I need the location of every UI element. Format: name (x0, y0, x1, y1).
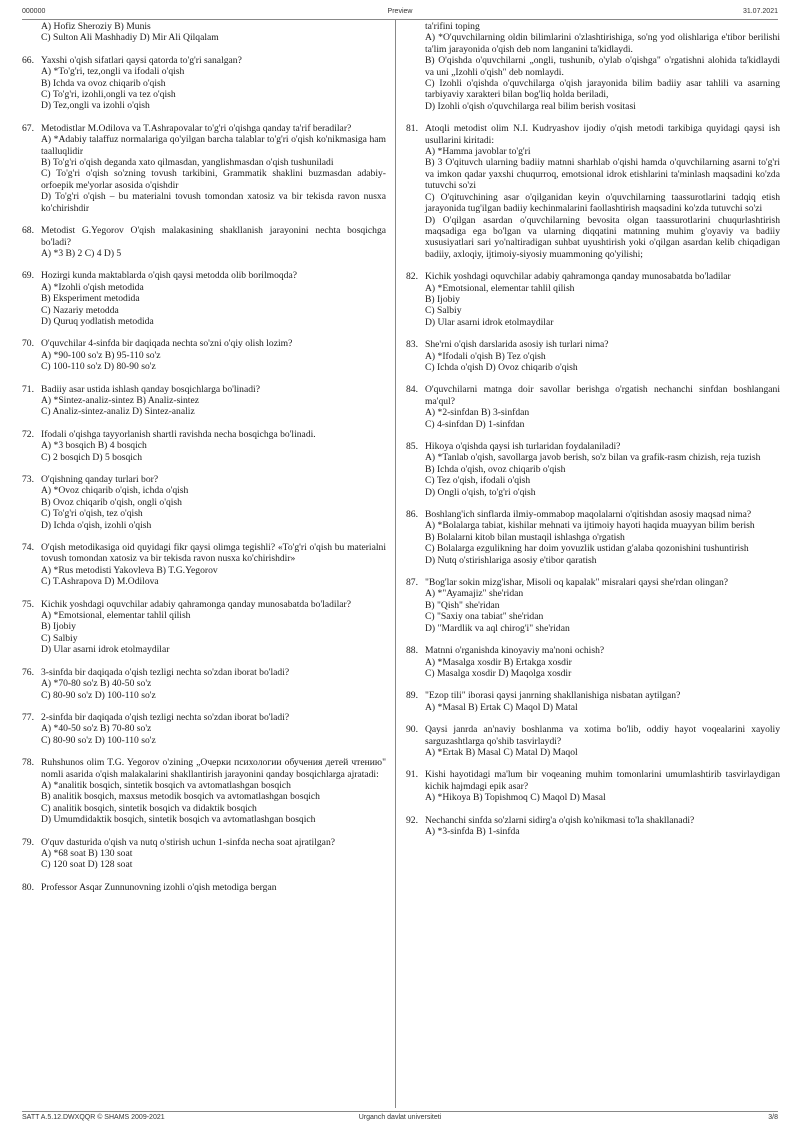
question-text: Nechanchi sinfda so'zlarni sidirg'a o'qish ko'nikmasi to'la shakllanadi? (425, 814, 695, 826)
answer-option: B) Ichda va ovoz chiqarib o'qish (41, 77, 166, 89)
answer-option: A) *Rus metodisti Yakovleva B) T.G.Yegorov (41, 564, 218, 576)
question-item (22, 837, 386, 871)
question-text: Boshlang'ich sinflarda ilmiy-ommabop maqolalarni o'qitishdan asosiy maqsad nima? (425, 509, 752, 521)
answer-option: C) To'g'ri o'qish so'zning tovush tarkibini, Grammatik shaklini buzmasdan adabiy-orfoepik me'yorlar asosida o'qishdir (41, 168, 386, 191)
answer-option: A) *Ovoz chiqarib o'qish, ichda o'qish (41, 485, 189, 497)
question-number: 92. (406, 814, 418, 826)
question-stem (406, 271, 780, 282)
question-item (22, 123, 386, 214)
question-item (406, 645, 780, 679)
question-stem (22, 599, 386, 610)
answer-option: A) *3 B) 2 C) 4 D) 5 (41, 247, 122, 259)
answer-option: C) Analiz-sintez-analiz D) Sintez-analiz (41, 406, 195, 418)
answer-option: A) *3 bosqich B) 4 bosqich (41, 440, 147, 452)
answer-option: D) Nutq o'stirishlariga asosiy e'tibor qaratish (425, 554, 597, 566)
answer-option: C) 4-sinfdan D) 1-sinfdan (425, 418, 525, 430)
footer-university: Urganch davlat universiteti (358, 1114, 442, 1121)
question-number: 71. (22, 383, 34, 395)
question-number: 81. (406, 123, 418, 135)
answer-option: D) Izohli o'qish o'quvchilarga real bilim berish vositasi (425, 100, 636, 112)
question-number: 83. (406, 339, 418, 351)
answer-option: B) 3 O'qituvch ularning badiiy matnni sharhlab o'qishi hamda o'quvchilarning asarni to'g'ri va imkon qadar yaxshi chuqurroq, emotsional idrok etishlarini ta'minlash maqsadini ko'zda tutuvchi so'zi (425, 157, 780, 192)
question-item (22, 270, 386, 327)
question-stem (22, 429, 386, 440)
question-item (406, 339, 780, 373)
footer-page-number: 3/8 (768, 1114, 778, 1121)
answer-option: C) 100-110 so'z D) 80-90 so'z (41, 361, 156, 373)
answer-option: C) Tez o'qish, ifodali o'qish (425, 475, 531, 487)
question-text: O'quvchilarni matnga doir savollar berishga o'rgatish nechanchi sinfdan boshlangani ma'qul? (425, 384, 780, 407)
answer-option: A) *Ifodali o'qish B) Tez o'qish (425, 350, 546, 362)
answer-option: B) O'qishda o'quvchilarni „ongli, tushunib, o'ylab o'qishga" o'rgatishni alohida ta'kidlaydi va uni „Izohli o'qish" deb nomlaydi. (425, 55, 780, 78)
question-number: 69. (22, 270, 34, 282)
question-item (22, 474, 386, 531)
question-text: Atoqli metodist olim N.I. Kudryashov ijodiy o'qish metodi tarkibiga quyidagi qaysi ish usullarini kiritadi: (425, 123, 780, 146)
question-text: Hozirgi kunda maktablarda o'qish qaysi metodda olib borilmoqda? (41, 270, 297, 282)
answer-option: C) Ichda o'qish D) Ovoz chiqarib o'qish (425, 361, 578, 373)
question-number: 76. (22, 666, 34, 678)
question-text: Metodist G.Yegorov O'qish malakasining shakllanish jarayonini nechta bosqichga bo'ladi? (41, 225, 386, 248)
answer-option: B) Ovoz chiqarib o'qish, ongli o'qish (41, 496, 182, 508)
question-text: Badiiy asar ustida ishlash qanday bosqichlarga bo'linadi? (41, 383, 260, 395)
answer-option: D) Umumdidaktik bosqich, sintetik bosqich va avtomatlashgan bosqich (41, 814, 316, 826)
answer-option: C) 80-90 so'z D) 100-110 so'z (41, 734, 156, 746)
question-text: Hikoya o'qishda qaysi ish turlaridan foydalaniladi? (425, 441, 621, 452)
answer-option: A) *40-50 so'z B) 70-80 so'z (41, 723, 152, 735)
left-column (22, 21, 386, 904)
question-stem (22, 225, 386, 248)
question-text: "Bog'lar sokin mizg'ishar, Misoli oq kapalak" misralari qaysi she'rdan olingan? (425, 577, 729, 589)
question-stem (406, 509, 780, 520)
question-stem (22, 55, 386, 66)
answer-option: D) To'g'ri o'qish – bu materialni tovush tomondan xatosiz va bir tekisda ravon nusxa ko'chirishdir (41, 191, 386, 214)
answer-option: A) *Tanlab o'qish, savollarga javob berish, so'z bilan va grafik-rasm chizish, reja tuzish (425, 452, 761, 464)
question-stem (22, 882, 386, 893)
answer-option: C) To'g'ri o'qish, tez o'qish (41, 508, 143, 520)
question-number: 68. (22, 225, 34, 237)
question-item (406, 271, 780, 328)
question-item (406, 577, 780, 634)
question-number: 67. (22, 122, 34, 134)
question-item (406, 509, 780, 566)
answer-option: B) "Qish" she'ridan (425, 599, 500, 611)
question-item (406, 769, 780, 803)
question-number: 84. (406, 384, 418, 396)
question-stem (406, 123, 780, 146)
question-text: Ruhshunos olim T.G. Yegorov o'zining „Очерки психологии обучения детей чтению" nomli asarida o'qish malakalarini shakllantirish jarayonini qanday bosqichlarga ajratadi: (41, 757, 386, 780)
question-stem (406, 724, 780, 747)
question-text: Metodistlar M.Odilova va T.Ashrapovalar to'g'ri o'qishga qanday ta'rif beradilar? (41, 122, 352, 134)
answer-option: D) Ular asarni idrok etolmaydilar (41, 644, 170, 656)
question-stem (22, 474, 386, 485)
question-number: 88. (406, 645, 418, 657)
question-stem (406, 645, 780, 656)
answer-option: C) T.Ashrapova D) M.Odilova (41, 576, 159, 588)
page-header (22, 7, 778, 20)
answer-option: A) *Masalga xosdir B) Ertakga xosdir (425, 656, 572, 668)
answer-option: B) analitik bosqich, maxsus metodik bosqich va avtomatlashgan bosqich (41, 791, 320, 803)
question-text: Kichik yoshdagi oquvchilar adabiy qahramonga qanday munosabatda bo'ladilar? (41, 598, 351, 610)
question-text: "Ezop tili" iborasi qaysi janrning shakllanishiga nisbatan aytilgan? (425, 690, 681, 702)
question-item (22, 882, 386, 893)
answer-option: B) Eksperiment metodida (41, 293, 140, 305)
question-text: 3-sinfda bir daqiqada o'qish tezligi nechta so'zdan iborat bo'ladi? (41, 666, 290, 678)
question-stem (22, 837, 386, 848)
question-item (22, 599, 386, 656)
question-stem (22, 270, 386, 281)
answer-option: B) Ijobiy (425, 293, 460, 305)
footer-code: SATT A.5.12.DWXQQR © SHAMS 2009-2021 (22, 1114, 165, 1121)
header-id: 000000 (22, 8, 46, 15)
answer-option: C) Nazariy metodda (41, 304, 119, 316)
question-number: 74. (22, 542, 34, 554)
answer-option: A) *analitik bosqich, sintetik bosqich va avtomatlashgan bosqich (41, 779, 291, 791)
question-item (406, 441, 780, 498)
continued-question (22, 21, 386, 44)
question-text: Yaxshi o'qish sifatlari qaysi qatorda to'g'ri sanalgan? (41, 54, 242, 66)
continued-question (406, 32, 780, 112)
question-text: Qaysi janrda an'naviy boshlanma va xotima bo'lib, oddiy hayot voqealarini xayoliy sarguzashtlarga qo'shib tasvirlaydi? (425, 724, 780, 747)
answer-option: A) *To'g'ri, tez,ongli va ifodali o'qish (41, 66, 185, 78)
answer-option: C) 120 soat D) 128 soat (41, 859, 133, 871)
question-number: 73. (22, 474, 34, 485)
answer-option: C) Sulton Ali Mashhadiy D) Mir Ali Qilqalam (41, 32, 219, 44)
column-divider (395, 20, 396, 1108)
question-stem (406, 441, 780, 452)
question-item (22, 384, 386, 418)
question-number: 79. (22, 836, 34, 848)
question-stem (406, 384, 780, 407)
question-stem (406, 690, 780, 701)
question-item (406, 123, 780, 260)
header-title: Preview (387, 8, 413, 15)
question-stem (22, 542, 386, 565)
question-text: Matnni o'rganishda kinoyaviy ma'noni ochish? (425, 645, 605, 657)
answer-option: D) O'qilgan asardan o'quvchilarning bevosita olgan taassurotlarini chuqurlashtirish maqsadiga ega bo'lgan va ularning diqqatini matnning muhim g'oyaviy va badiiy xususiyatlari sari yo'naltiradigan suhbat uyushtirish yoki o'qilgan asardan kelib chiqadigan badiiy, axloqiy, ijtimoiy-siyosiy muammoning qo'yilishi; (425, 214, 780, 260)
question-item (22, 225, 386, 259)
question-number: 77. (22, 711, 34, 723)
answer-option: B) Ichda o'qish, ovoz chiqarib o'qish (425, 463, 566, 475)
answer-option: A) Hofiz Sheroziy B) Munis (41, 21, 151, 32)
question-number: 75. (22, 598, 34, 610)
question-text: O'qish metodikasiga oid quyidagi fikr qaysi olimga tegishli? «To'g'ri o'qish bu materialni tovush tomondan xatosiz va bir tekisda ravon nusxa ko'chirishdir» (41, 542, 386, 565)
answer-option: D) Ular asarni idrok etolmaydilar (425, 316, 554, 328)
question-item (406, 384, 780, 430)
answer-option: C) "Saxiy ona tabiat" she'ridan (425, 611, 544, 623)
answer-option: C) To'g'ri, izohli,ongli va tez o'qish (41, 89, 176, 101)
answer-option: C) Bolalarga ezgulikning har doim yovuzlik ustidan g'alaba qozonishini tushuntirish (425, 543, 749, 555)
question-item (22, 429, 386, 463)
answer-option: B) Bolalarni kitob bilan mustaqil ishlashga o'rgatish (425, 531, 625, 543)
question-item (22, 712, 386, 746)
question-number: 80. (22, 881, 34, 893)
question-number: 82. (406, 271, 418, 283)
question-stem (406, 339, 780, 350)
answer-option: A) *Hamma javoblar to'g'ri (425, 146, 531, 158)
question-item (406, 690, 780, 713)
answer-option: A) *Emotsional, elementar tahlil qilish (41, 610, 191, 622)
question-stem (22, 757, 386, 780)
question-number: 70. (22, 338, 34, 350)
answer-option: C) Masalga xosdir D) Maqolga xosdir (425, 667, 572, 679)
page-footer (22, 1111, 778, 1124)
answer-option: A) *Sintez-analiz-sintez B) Analiz-sintez (41, 394, 199, 406)
question-text: Kichik yoshdagi oquvchilar adabiy qahramonga qanday munosabatda bo'ladilar (425, 271, 731, 283)
answer-option: D) Tez,ongli va izohli o'qish (41, 100, 150, 112)
question-text: O'quvchilar 4-sinfda bir daqiqada nechta so'zni o'qiy olish lozim? (41, 338, 293, 350)
answer-option: D) "Mardlik va aql chirog'i" she'ridan (425, 622, 570, 634)
answer-option: B) Ijobiy (41, 621, 76, 633)
question-item (22, 667, 386, 701)
answer-option: A) *68 soat B) 130 soat (41, 847, 133, 859)
question-stem (406, 769, 780, 792)
question-number: 87. (406, 577, 418, 589)
question-text: O'qishning qanday turlari bor? (41, 474, 159, 485)
question-stem (22, 384, 386, 395)
question-number: 66. (22, 54, 34, 66)
answer-option: C) Salbiy (41, 632, 78, 644)
answer-option: C) analitik bosqich, sintetik bosqich va didaktik bosqich (41, 802, 257, 814)
answer-option: C) Salbiy (425, 305, 462, 317)
answer-option: A) *Bolalarga tabiat, kishilar mehnati va ijtimoiy hayoti haqida muayyan bilim berish (425, 520, 755, 532)
answer-option: A) *70-80 so'z B) 40-50 so'z (41, 678, 152, 690)
answer-option: A) *Ertak B) Masal C) Matal D) Maqol (425, 746, 578, 758)
answer-option: A) *Emotsional, elementar tahlil qilish (425, 282, 575, 294)
question-number: 78. (22, 757, 34, 769)
question-item (22, 542, 386, 588)
question-number: 86. (406, 509, 418, 521)
question-item (22, 55, 386, 112)
answer-option: A) *2-sinfdan B) 3-sinfdan (425, 407, 530, 419)
right-column (406, 21, 780, 848)
question-text: O'quv dasturida o'qish va nutq o'stirish uchun 1-sinfda nechа soat ajratilgan? (41, 836, 335, 848)
question-number: 85. (406, 441, 418, 452)
answer-option: C) Izohli o'qishda o'quvchilarga o'qish jarayonida bilim badiiy asar tahlili va asarning tarbiyaviy xarakteri bilan bog'liq holda beriladi, (425, 78, 780, 101)
question-text: She'rni o'qish darslarida asosiy ish turlari nima? (425, 339, 609, 351)
question-number: 72. (22, 428, 34, 440)
answer-option: A) *90-100 so'z B) 95-110 so'z (41, 349, 161, 361)
answer-option: A) *3-sinfda B) 1-sinfda (425, 825, 520, 837)
continued-question-text: ta'rifini toping (425, 21, 480, 32)
question-stem (406, 815, 780, 826)
answer-option: D) Ongli o'qish, to'g'ri o'qish (425, 486, 536, 498)
question-number: 91. (406, 769, 418, 781)
answer-option: C) 2 bosqich D) 5 bosqich (41, 451, 142, 463)
question-number: 90. (406, 724, 418, 736)
answer-option: A) *Izohli o'qish metodida (41, 281, 144, 293)
question-text: Professor Asqar Zunnunovning izohli o'qish metodiga bergan (41, 881, 277, 893)
question-text: Kishi hayotidagi ma'lum bir voqeaning muhim tomonlarini umumlashtirib tasvirlaydigan kichik hajmdagi epik asar? (425, 769, 780, 792)
header-date: 31.07.2021 (742, 8, 778, 15)
answer-option: A) *O'quvchilarning oldin bilimlarini o'zlashtirishiga, so'ng yod olishlariga e'tibor berilishi ta'lim jarayonida o'qish deb nom langanini ta'kidlaydi. (425, 32, 780, 55)
answer-option: C) 80-90 so'z D) 100-110 so'z (41, 689, 156, 701)
question-text: Ifodali o'qishga tayyorlanish shartli ravishda necha bosqichga bo'linadi. (41, 428, 316, 440)
question-item (22, 757, 386, 825)
answer-option: A) *"Ayamajiz" she'ridan (425, 588, 524, 600)
answer-option: D) Ichda o'qish, izohli o'qish (41, 519, 152, 531)
answer-option: B) To'g'ri o'qish deganda xato qilmasdan, yanglishmasdan o'qish tushuniladi (41, 157, 334, 169)
question-item (406, 724, 780, 758)
question-stem (22, 667, 386, 678)
answer-option: A) *Masal B) Ertak C) Maqol D) Matal (425, 701, 578, 713)
question-item (406, 815, 780, 838)
answer-option: C) O'qituvchining asar o'qilganidan keyin o'quvchilarning taassurotlarini tadqiq etish jarayonida tug'ilgan badiiy kechinmalarini faollashtirish maqsadini ko'zda tutuvchi so'zi (425, 191, 780, 215)
question-text: 2-sinfda bir daqiqada o'qish tezligi nechta so'zdan iborat bo'ladi? (41, 711, 290, 723)
answer-option: A) *Adabiy talaffuz normalariga qo'yilgan barcha talablar to'g'ri o'qish ko'nikmasiga ham taalluqlidir (41, 134, 386, 157)
question-stem (22, 712, 386, 723)
question-stem (22, 123, 386, 134)
answer-option: A) *Hikoya B) Topishmoq C) Maqol D) Masal (425, 792, 606, 804)
question-stem (406, 577, 780, 588)
question-item (22, 338, 386, 372)
question-stem (22, 338, 386, 349)
answer-option: D) Quruq yodlatish metodida (41, 315, 154, 327)
question-number: 89. (406, 690, 418, 702)
